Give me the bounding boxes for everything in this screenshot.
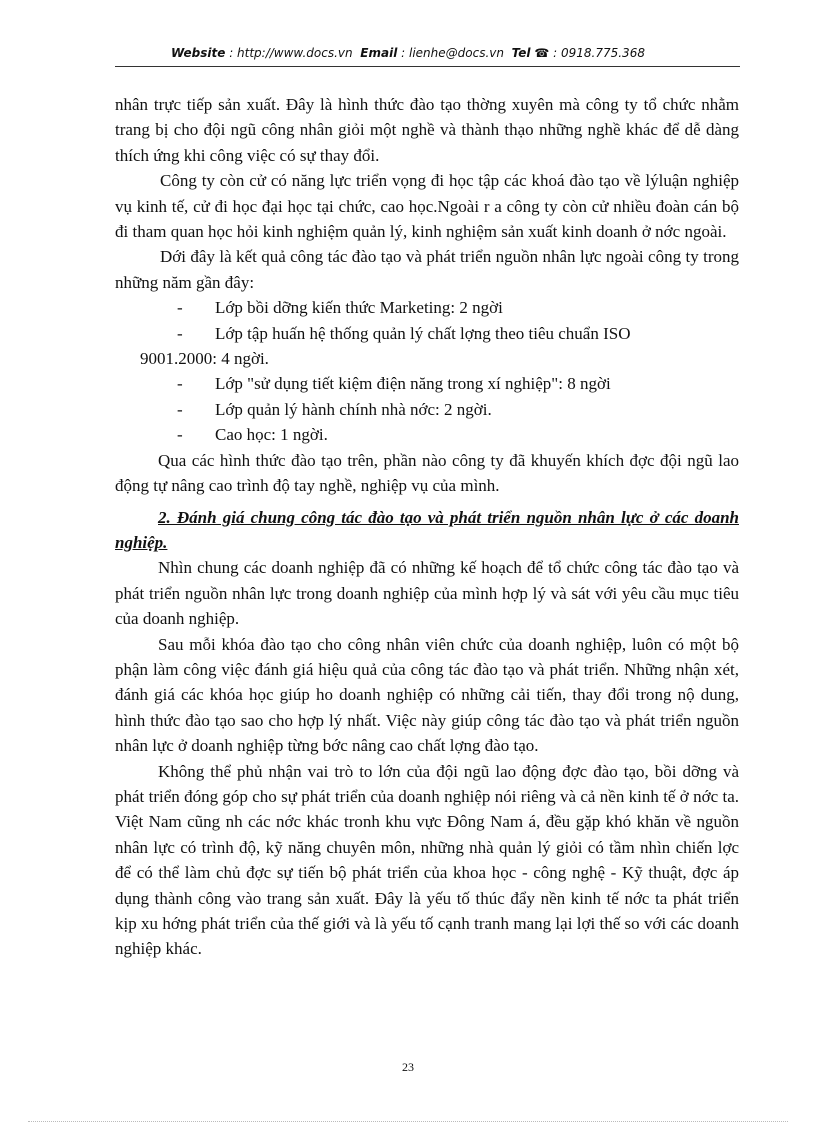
- paragraph-2: Công ty còn cử có năng lực triển vọng đi học tập các khoá đào tạo về lýluận nghiệp vụ kinh tế, cử đi học đại học tại chức, cao học.Ngoài r a công ty còn cử nhiều đoàn cán bộ đi tham quan học hỏi kinh nghiệm quản lý, kinh nghiệm sản xuất kinh doanh ở nớc ngoài.: [115, 171, 739, 242]
- tel-value: : 0918.775.368: [553, 46, 645, 60]
- paragraph-3: Dới đây là kết quả công tác đào tạo và phát triển nguồn nhân lực ngoài công ty trong những năm gần đây:: [115, 247, 739, 292]
- paragraph-4: Qua các hình thức đào tạo trên, phần nào công ty đã khuyến khích đợc đội ngũ lao động tự nâng cao trình độ tay nghề, nghiệp vụ của mình.: [115, 450, 739, 496]
- page-header: [0, 46, 816, 60]
- list-item: [115, 371, 739, 396]
- tel-label: Tel: [511, 46, 531, 60]
- website-value: : http://www.docs.vn: [229, 46, 353, 60]
- page-number: 23: [402, 1060, 414, 1074]
- list-item: [115, 397, 739, 422]
- website-label: Website: [171, 46, 226, 60]
- paragraph-1: nhân trực tiếp sản xuất. Đây là hình thức đào tạo thờng xuyên mà công ty tổ chức nhằm trang bị cho đội ngũ công nhân giỏi một nghề và thành thạo những nghề khác để dễ dàng thích ứng khi công việc có sự thay đổi.: [115, 95, 739, 165]
- email-value: : lienhe@docs.vn: [401, 46, 504, 60]
- list-item: [115, 295, 739, 320]
- bullet-marker: -: [177, 323, 183, 343]
- bullet-marker: -: [177, 425, 183, 445]
- list-item-text: Lớp "sử dụng tiết kiệm điện năng trong xí nghiệp": 8 ngời: [215, 374, 611, 394]
- bullet-marker: -: [177, 399, 183, 419]
- bullet-marker: -: [177, 374, 183, 394]
- list-item-text: Cao học: 1 ngời.: [215, 425, 328, 445]
- phone-icon: ☎: [534, 46, 550, 60]
- list-item-text: Lớp tập huấn hệ thống quản lý chất lợng theo tiêu chuẩn ISO: [215, 323, 631, 343]
- paragraph-5: Nhìn chung các doanh nghiệp đã có những kế hoạch để tổ chức công tác đào tạo và phát triển nguồn nhân lực trong doanh nghiệp của mình hợp lý và sát với yêu cầu mục tiêu của doanh nghiệp.: [115, 558, 739, 629]
- section-heading: 2. Đánh giá chung công tác đào tạo và phát triển nguồn nhân lực ở các doanh nghiệp.: [115, 507, 739, 552]
- paragraph-7: Không thể phủ nhận vai trò to lớn của đội ngũ lao động đợc đào tạo, bồi dỡng và phát triển đóng góp cho sự phát triển của doanh nghiệp nói riêng và cả nền kinh tế ở nớc ta. Việt Nam cũng nh các nớc khác tronh khu vực Đông Nam á, đều gặp khó khăn về nguồn nhân lực có trình độ, kỹ năng chuyên môn, những nhà quản lý giỏi có tầm nhìn chiến lợc để có thể làm chủ đợc sự tiến bộ phát triển của khoa học - công nghệ - Kỹ thuật, đợc áp dụng thành công vào trang sản xuất. Đây là yếu tố thúc đẩy nền kinh tế nớc ta phát triển kịp xu hớng phát triển của thế giới và là yếu tố cạnh tranh mang lại lợi thế so với các doanh nghiệp khác.: [115, 761, 739, 959]
- list-item-text: Lớp quản lý hành chính nhà nớc: 2 ngời.: [215, 399, 492, 419]
- list-item: [115, 321, 739, 346]
- email-label: Email: [360, 46, 398, 60]
- document-body: [115, 92, 739, 962]
- footer-divider: [28, 1121, 788, 1122]
- list-item-text: Lớp bồi dỡng kiến thức Marketing: 2 ngời: [215, 298, 503, 318]
- list-item-continuation: 9001.2000: 4 ngời.: [140, 349, 269, 369]
- header-divider: [115, 66, 740, 67]
- list-item: [115, 422, 739, 447]
- bullet-marker: -: [177, 298, 183, 318]
- paragraph-6: Sau mỗi khóa đào tạo cho công nhân viên chức của doanh nghiệp, luôn có một bộ phận làm công việc đánh giá hiệu quả của công tác đào tạo và phát triển. Những nhận xét, đánh giá các khóa học giúp ho doanh nghiệp có những cải tiến, thay đổi trong nộ dung, hình thức đào tạo sao cho hợp lý nhất. Việc này giúp công tác đào tạo và phát triển nguồn nhân lực ở doanh nghiệp từng bớc nâng cao chất lợng đào tạo.: [115, 634, 739, 756]
